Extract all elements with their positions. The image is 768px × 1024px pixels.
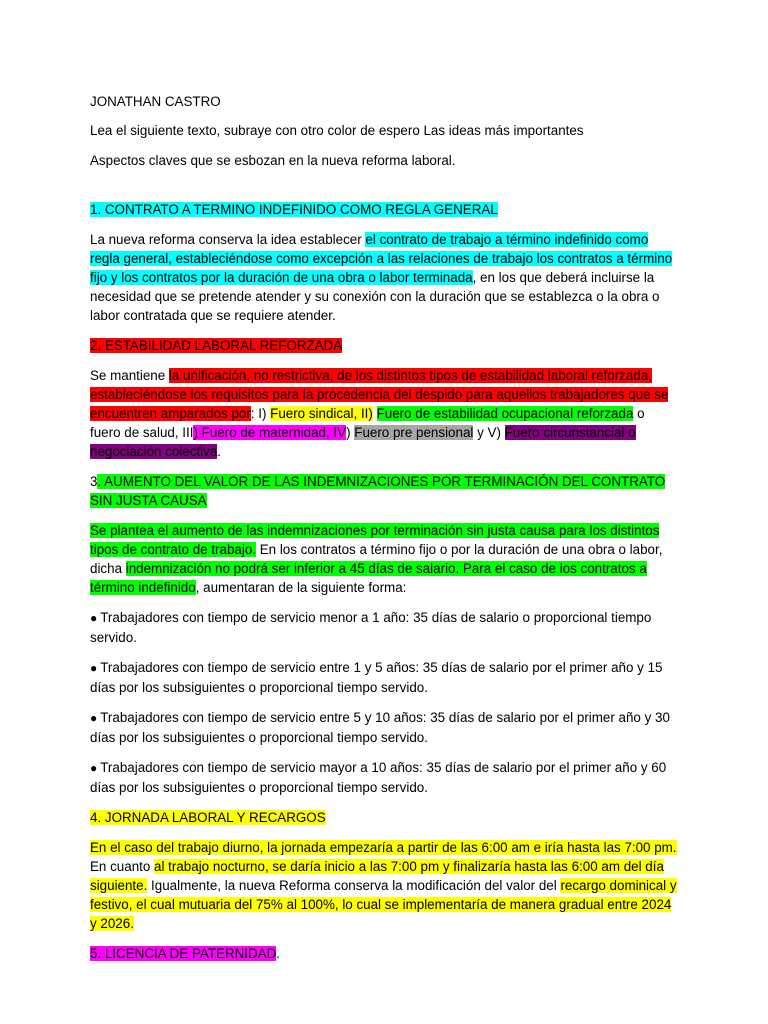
section1-heading-text: 1. CONTRATO A TERMINO INDEFINIDO COMO REGLA GENERAL <box>90 202 498 217</box>
section4-highlight-1: En el caso del trabajo diurno, la jornada empezaría a partir de las 6:00 am e iría hasta las 7:00 pm. <box>90 840 677 855</box>
section1-highlight: el contrato de trabajo a término indefinido como regla general, estableciéndose como excepción a las relaciones de trabajo los contratos a término fijo y los contratos por la duración de una obra o labor terminada <box>90 232 673 285</box>
section4-heading <box>90 808 678 827</box>
fuero-ocupacional: Fuero de estabilidad ocupacional reforzada <box>376 406 634 421</box>
section3-text-post: , aumentaran de la siguiente forma: <box>195 580 407 595</box>
list-item <box>90 658 678 697</box>
section3-heading <box>90 472 678 510</box>
list-item <box>90 758 678 797</box>
section5-heading <box>90 944 678 963</box>
section3-heading-text: . AUMENTO DEL VALOR DE LAS INDEMNIZACIONES POR TERMINACIÓN DEL CONTRATO SIN JUSTA CAUSA <box>90 474 666 508</box>
bullet-icon: ● <box>90 611 98 625</box>
section3-paragraph <box>90 521 678 597</box>
author-name: JONATHAN CASTRO <box>90 94 221 109</box>
section1-text-pre: La nueva reforma conserva la idea establecer <box>90 232 366 247</box>
section3-highlight-1: Se plantea el aumento de las indemnizaciones por terminación sin justa causa para los distintos tipos de contrato de trabajo. <box>90 523 660 557</box>
section5-heading-post: . <box>276 946 281 961</box>
section4-text-1: En cuanto <box>90 859 155 874</box>
bullet-icon: ● <box>90 761 98 775</box>
section2-text-3: o fuero de salud, III <box>90 406 645 440</box>
bullet-icon: ● <box>90 661 98 675</box>
section4-heading-text: 4. JORNADA LABORAL Y RECARGOS <box>90 810 326 825</box>
section2-text-pre: Se mantiene <box>90 368 169 383</box>
section1-heading <box>90 200 678 219</box>
section2-text-4: ) <box>346 425 355 440</box>
section2-paragraph <box>90 366 678 461</box>
bullet-icon: ● <box>90 711 98 725</box>
list-item <box>90 708 678 747</box>
fuero-pensional: Fuero pre pensional <box>354 425 474 440</box>
section3-highlight-2: indemnización no podrá ser inferior a 45 días de salario. Para el caso de los contratos a término indefinido <box>90 561 647 595</box>
section2-heading-text: 2. ESTABILIDAD LABORAL REFORZADA <box>90 338 343 353</box>
section3-text-mid: En los contratos a término fijo o por la duración de una obra o labor, dicha <box>90 542 663 576</box>
fuero-maternidad: ) Fuero de maternidad, IV <box>193 425 347 440</box>
intro-text: Aspectos claves que se esbozan en la nueva reforma laboral. <box>90 153 456 168</box>
section1-paragraph <box>90 230 678 325</box>
section2-text-5: y V) <box>473 425 505 440</box>
list-item-text: Trabajadores con tiempo de servicio mayor a 10 años: 35 días de salario por el primer año y 60 días por los subsiguientes o proporcional tiempo servido. <box>90 760 667 795</box>
section2-heading <box>90 336 678 355</box>
section2-highlight: la unificación, no restrictiva, de los distintos tipos de estabilidad laboral reforzada, estableciéndose los requisitos para la procedencia del despido para aquellos trabajadores que se encuentren amparados por <box>90 368 669 421</box>
section4-highlight-3: recargo dominical y festivo, el cual mutuaria del 75% al 100%, lo cual se implementaría de manera gradual entre 2024 y 2026. <box>90 878 677 931</box>
list-item-text: Trabajadores con tiempo de servicio entre 5 y 10 años: 35 días de salario por el primer año y 30 días por los subsiguientes o proporcional tiempo servido. <box>90 710 670 745</box>
section1-text-post: , en los que deberá incluirse la necesidad que se pretende atender y su conexión con la duración que se establezca o la obra o labor contratada que se requiere atender. <box>90 270 660 323</box>
section4-paragraph <box>90 838 678 933</box>
list-item-text: Trabajadores con tiempo de servicio menor a 1 año: 35 días de salario o proporcional tiempo servido. <box>90 610 652 645</box>
list-item-text: Trabajadores con tiempo de servicio entre 1 y 5 años: 35 días de salario por el primer año y 15 días por los subsiguientes o proporcional tiempo servido. <box>90 660 663 695</box>
fuero-circunstancial: Fuero circunstancial o negociación colectiva <box>90 425 636 459</box>
instruction-text: Lea el siguiente texto, subraye con otro color de espero Las ideas más importantes <box>90 123 584 138</box>
fuero-sindical: Fuero sindical, II) <box>270 406 373 421</box>
list-item <box>90 608 678 647</box>
section2-text-6: . <box>217 444 222 459</box>
section4-highlight-2: al trabajo nocturno, se daría inicio a las 7:00 pm y finalizaría hasta las 6:00 am del día siguiente. <box>90 859 664 893</box>
section3-heading-number: 3 <box>90 474 98 489</box>
section5-heading-text: 5. LICENCIA DE PATERNIDAD <box>90 946 277 961</box>
section4-text-2: Igualmente, la nueva Reforma conserva la modificación del valor del <box>147 878 561 893</box>
section2-text-1: : I) <box>250 406 271 421</box>
